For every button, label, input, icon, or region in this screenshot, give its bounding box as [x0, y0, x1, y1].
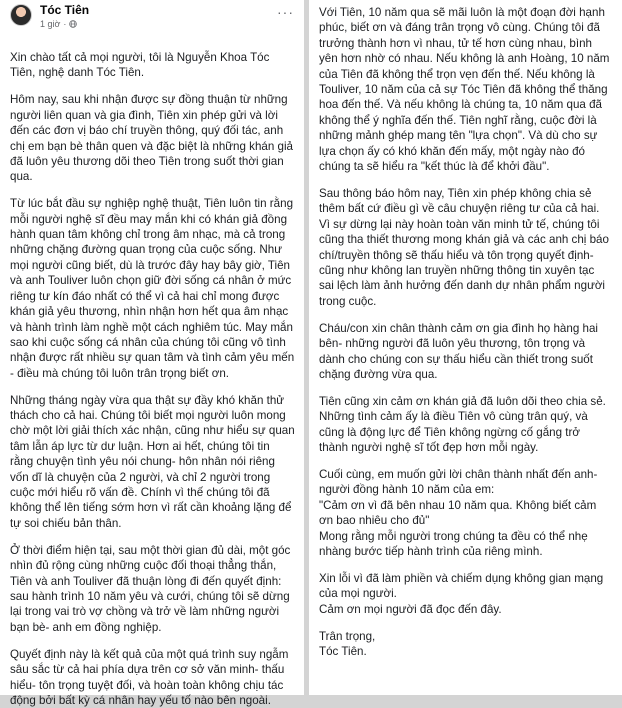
post-panel-left: [0, 0, 304, 707]
post-paragraph: Trân trọng, Tóc Tiên.: [319, 629, 376, 659]
avatar[interactable]: [10, 4, 32, 26]
post-paragraph: Quyết định này là kết quả của một quá trình suy ngẫm sâu sắc từ cả hai phía dựa trên cơ sở văn minh- thấu hiểu- tôn trọng tuyệt đối, và hoàn toàn không chịu tác động bởi bất kỳ cá nhân hay yếu tố nào bên ngoài.: [10, 647, 289, 707]
post-paragraph: Hôm nay, sau khi nhận được sự đồng thuận từ những người liên quan và gia đình, Tiên xin phép gửi và lời đến các đơn vị báo chí truyền thông, quý đối tác, anh chị em bạn bè thân quen và đặc biệt là những khán giả đã luôn yêu thương dõi theo Tiên trong suốt thời gian qua.: [10, 93, 293, 184]
post-paragraph: Từ lúc bắt đầu sự nghiệp nghệ thuật, Tiên luôn tin rằng mỗi người nghệ sĩ đều may mắn khi có khán giả đồng hành quan tâm không chỉ trong âm nhạc, mà cả trong những chặng đường quan trọng của cuộc sống. Như mọi người cũng biết, dù là trước đây hay bây giờ, Tiên và anh Touliver luôn chọn giữ đời sống cá nhân ở mức riêng tư kín đáo nhất có thể vì cả hai chỉ mong được khán giả yêu thương, nhìn nhận hơn hết qua âm nhạc và hành trình làm nghề một cách nghiêm túc. May mắn sao khi cuộc sống cá nhân của chúng tôi cũng vô tình nhận được rất nhiều sự quan tâm và tình cảm yêu mến - điều mà chúng tôi luôn trân trọng biết ơn.: [10, 197, 295, 380]
author-name[interactable]: Tóc Tiên: [40, 3, 90, 17]
meta-separator: ·: [63, 19, 67, 29]
post-paragraph: Tiên cũng xin cảm ơn khán giả đã luôn dõi theo chia sẻ. Những tình cảm ấy là điều Tiên vô cùng trân quý, và cũng là động lực để Tiên không ngừng cố gắng trở thành người nghệ sĩ tốt đẹp hơn mỗi ngày.: [319, 394, 606, 455]
post-paragraph: Cuối cùng, em muốn gửi lời chân thành nhất đến anh- người đồng hành 10 năm của em: "Cảm ơn vì đã bên nhau 10 năm qua. Không biết cảm ơn bao nhiêu cho đủ" Mong rằng mỗi người trong chúng ta đều có thể nhẹ nhàng bước tiếp hành trình của riêng mình.: [319, 467, 598, 558]
post-time[interactable]: 1 giờ: [40, 19, 61, 29]
globe-icon: [69, 20, 77, 28]
post-panel-right: [309, 0, 622, 695]
post-meta: [40, 19, 77, 29]
more-options-icon[interactable]: ···: [277, 4, 294, 20]
post-paragraph: Xin chào tất cả mọi người, tôi là Nguyễn Khoa Tóc Tiên, nghệ danh Tóc Tiên.: [10, 51, 270, 80]
post-paragraph: Cháu/con xin chân thành cảm ơn gia đình họ hàng hai bên- những người đã luôn yêu thương, tôn trọng và dành cho chúng con sự thấu hiểu cần thiết trong suốt chặng đường vừa qua.: [319, 321, 598, 381]
post-header: [10, 0, 296, 50]
post-paragraph: Ở thời điểm hiện tại, sau một thời gian đủ dài, một góc nhìn đủ rộng cùng những cuộc đối thoại thẳng thắn, Tiên và anh Touliver đã thuận lòng đi đến quyết định: sau hành trình 10 năm yêu và cưới, chúng tôi sẽ dừng lại trong vai trò vợ chồng và trở về làm những người bạn bè- anh em đồng nghiệp.: [10, 543, 291, 634]
post-body-left: [10, 50, 296, 708]
post-paragraph: Những tháng ngày vừa qua thật sự đầy khó khăn thử thách cho cả hai. Chúng tôi biết mọi người luôn mong chờ một lời giải thích xác nhận, cũng như hiểu sự quan tâm lẫn áp lực từ dư luận. Hơn ai hết, chúng tôi tin rằng chuyện tình yêu nói chung- hôn nhân nói riêng vốn dĩ là chuyện của 2 người, và chỉ 2 người trong cuộc mới hiểu rõ vấn đề. Chính vì thế chúng tôi đã không thể lên tiếng sớm hơn vì rất cần khoảng lặng để tự soi chiếu bản thân.: [10, 393, 295, 530]
post-body-right: [319, 0, 612, 659]
post-paragraph: Sau thông báo hôm nay, Tiên xin phép không chia sẻ thêm bất cứ điều gì về câu chuyện riêng tư của cả hai. Vì sự dừng lại này hoàn toàn văn minh tử tế, chúng tôi cũng tha thiết thương mong khán giả và các anh chị báo chí/truyền thông sẽ thấu hiểu và tôn trọng quyết định- cũng như không lan truyền những thông tin xuyên tạc sai lệch làm ảnh hưởng đến danh dự nhân phẩm người trong cuộc.: [319, 186, 609, 308]
post-paragraph: Với Tiên, 10 năm qua sẽ mãi luôn là một đoạn đời hạnh phúc, biết ơn và đáng trân trọng vô cùng. Chúng tôi đã trưởng thành hơn vì nhau, tử tế hơn cùng nhau, bình yên hơn nhờ có nhau. Nếu không là anh Hoàng, 10 năm của Tiên đã không thể trọn vẹn đến thế. Nếu không là Touliver, 10 năm của cả sự Tóc Tiên đã không thể thăng hoa đến thế. Và nếu không là chúng ta, 10 năm qua đã không thể ý nghĩa đến thế. Tiên nghĩ rằng, cuộc đời là những mảnh ghép mang tên "lựa chọn". Và dù cho sự lựa chọn ấy có khó khăn đến mấy, một ngày nào đó chúng ta sẽ hiểu ra "kết thúc là để khởi đầu".: [319, 6, 610, 174]
post-paragraph: Xin lỗi vì đã làm phiền và chiếm dụng không gian mạng của mọi người. Cảm ơn mọi người đã đọc đến đây.: [319, 571, 604, 616]
